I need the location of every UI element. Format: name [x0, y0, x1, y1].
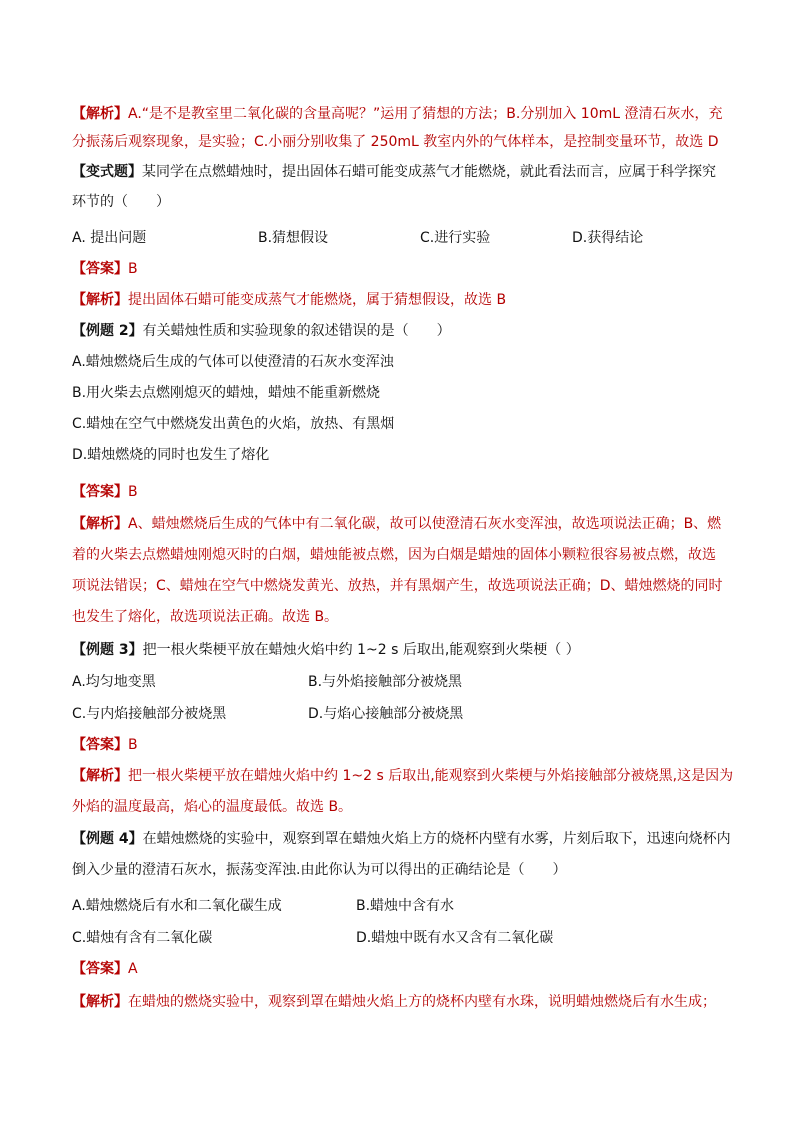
- analysis-3: [72, 514, 721, 534]
- example-tag: 【例题 2】: [72, 323, 143, 339]
- example-text: 在蜡烛燃烧的实验中，观察到罩在蜡烛火焰上方的烧杯内壁有水雾，片刻后取下，迅速向烧杯内: [142, 831, 731, 847]
- answer-tag: 【答案】: [72, 961, 128, 977]
- analysis-text: 提出固体石蜡可能变成蒸气才能燃烧，属于猜想假设，故选 B: [128, 292, 507, 308]
- variant-question-line2: 环节的（ ）: [72, 194, 170, 210]
- variant-option-b: B.猜想假设: [258, 230, 329, 246]
- example-4-line2: 倒入少量的澄清石灰水，振荡变浑浊.由此你认为可以得出的正确结论是（ ）: [72, 862, 567, 878]
- answer-tag: 【答案】: [72, 261, 128, 277]
- variant-option-c: C.进行实验: [420, 230, 491, 246]
- example-4-option-a: A.蜡烛燃烧后有水和二氧化碳生成: [72, 898, 282, 914]
- analysis-1-line2: 分振荡后观察现象，是实验；C.小丽分别收集了 250mL 教室内外的气体样本，是控制变量环节，故选 D: [72, 134, 719, 150]
- example-3-option-c: C.与内焰接触部分被烧黑: [72, 706, 227, 722]
- answer-value: B: [128, 261, 138, 277]
- analysis-3-line3: 项说法错误；C、蜡烛在空气中燃烧发黄光、放热，并有黑烟产生，故选项说法正确；D、蜡烛燃烧的同时: [72, 578, 723, 594]
- example-4: [72, 829, 731, 849]
- example-4-option-b: B.蜡烛中含有水: [356, 898, 455, 914]
- example-2: [72, 321, 451, 341]
- answer-value: B: [128, 737, 138, 753]
- analysis-4-line2: 外焰的温度最高，焰心的温度最低。故选 B。: [72, 799, 353, 815]
- variant-tag: 【变式题】: [72, 164, 142, 180]
- analysis-text: 在蜡烛的燃烧实验中，观察到罩在蜡烛火焰上方的烧杯内壁有水珠，说明蜡烛燃烧后有水生成；: [128, 994, 716, 1010]
- answer-1: [72, 259, 138, 279]
- analysis-tag: 【解析】: [72, 106, 128, 122]
- variant-option-a: A. 提出问题: [72, 230, 147, 246]
- answer-tag: 【答案】: [72, 737, 128, 753]
- variant-option-d: D.获得结论: [572, 230, 644, 246]
- example-3-option-d: D.与焰心接触部分被烧黑: [308, 706, 464, 722]
- analysis-tag: 【解析】: [72, 768, 128, 784]
- answer-value: A: [128, 961, 138, 977]
- answer-tag: 【答案】: [72, 484, 128, 500]
- answer-value: B: [128, 484, 138, 500]
- example-4-option-c: C.蜡烛有含有二氧化碳: [72, 930, 213, 946]
- variant-text: 某同学在点燃蜡烛时，提出固体石蜡可能变成蒸气才能燃烧，就此看法而言，应属于科学探究: [142, 164, 716, 180]
- example-4-option-d: D.蜡烛中既有水又含有二氧化碳: [356, 930, 554, 946]
- analysis-tag: 【解析】: [72, 516, 128, 532]
- analysis-2: [72, 290, 506, 310]
- answer-4: [72, 959, 138, 979]
- answer-3: [72, 735, 138, 755]
- answer-2: [72, 482, 138, 502]
- example-2-option-b: B.用火柴去点燃刚熄灭的蜡烛，蜡烛不能重新燃烧: [72, 385, 381, 401]
- example-2-option-d: D.蜡烛燃烧的同时也发生了熔化: [72, 447, 270, 463]
- example-3: [72, 640, 580, 660]
- example-2-option-c: C.蜡烛在空气中燃烧发出黄色的火焰，放热、有黑烟: [72, 416, 395, 432]
- example-3-option-a: A.均匀地变黑: [72, 674, 156, 690]
- example-tag: 【例题 3】: [72, 642, 143, 658]
- analysis-text: A.“是不是教室里二氧化碳的含量高呢？”运用了猜想的方法；B.分别加入 10mL 澄清石灰水，充: [128, 106, 723, 122]
- analysis-4: [72, 766, 733, 786]
- analysis-tag: 【解析】: [72, 292, 128, 308]
- example-tag: 【例题 4】: [72, 831, 143, 847]
- analysis-text: 把一根火柴梗平放在蜡烛火焰中约 1~2 s 后取出,能观察到火柴梗与外焰接触部分被烧黑,这是因为: [128, 768, 734, 784]
- analysis-5: [72, 992, 716, 1012]
- analysis-1: [72, 104, 723, 124]
- example-text: 把一根火柴梗平放在蜡烛火焰中约 1~2 s 后取出,能观察到火柴梗（ ）: [142, 642, 580, 658]
- analysis-3-line4: 也发生了熔化，故选项说法正确。故选 B。: [72, 609, 339, 625]
- variant-question: [72, 162, 716, 182]
- analysis-tag: 【解析】: [72, 994, 128, 1010]
- example-3-option-b: B.与外焰接触部分被烧黑: [308, 674, 463, 690]
- example-2-option-a: A.蜡烛燃烧后生成的气体可以使澄清的石灰水变浑浊: [72, 354, 394, 370]
- example-text: 有关蜡烛性质和实验现象的叙述错误的是（ ）: [142, 323, 451, 339]
- analysis-text: A、蜡烛燃烧后生成的气体中有二氧化碳，故可以使澄清石灰水变浑浊，故选项说法正确；B、燃: [128, 516, 722, 532]
- analysis-3-line2: 着的火柴去点燃蜡烛刚熄灭时的白烟，蜡烛能被点燃，因为白烟是蜡烛的固体小颗粒很容易被点燃，故选: [72, 547, 716, 563]
